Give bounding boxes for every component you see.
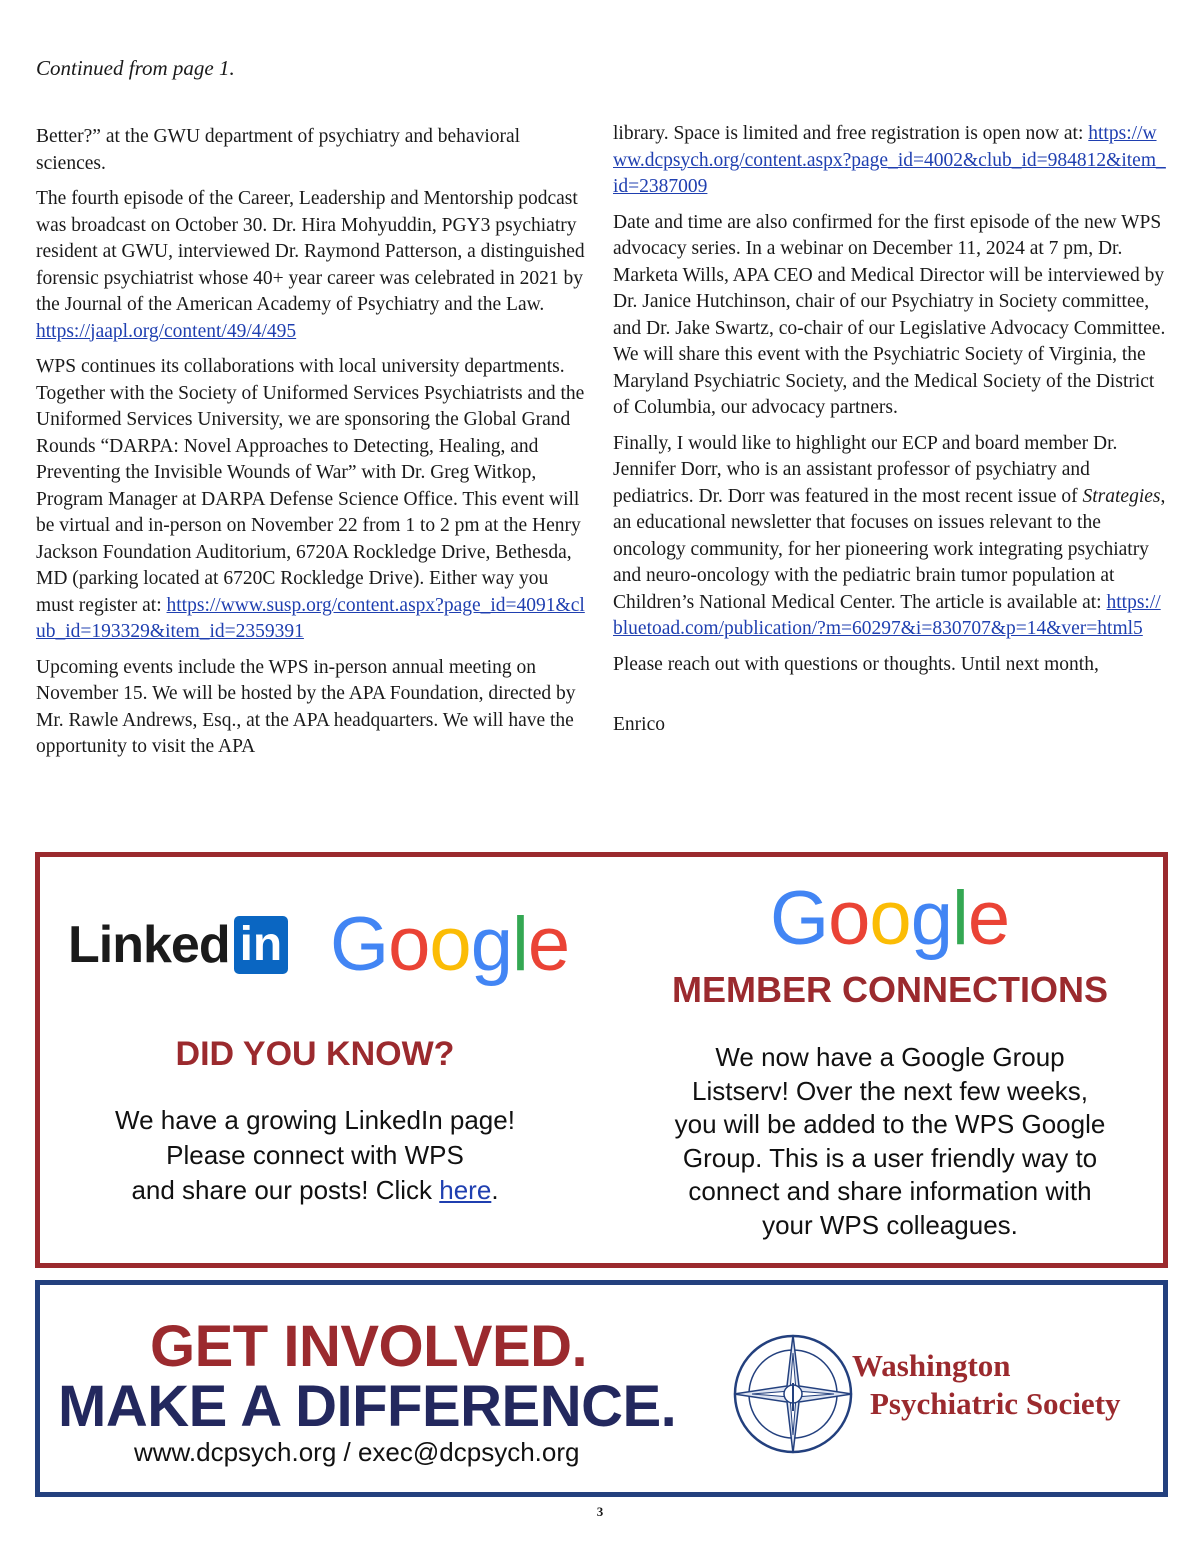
wps-seal-icon xyxy=(730,1331,856,1457)
publication-title: Strategies xyxy=(1082,485,1161,507)
dcpsych-registration-link[interactable]: https://www.dcpsych.org/content.aspx?page_id=4002&club_id=984812&item_id=2387009 xyxy=(613,123,1166,197)
susp-registration-link[interactable]: https://www.susp.org/content.aspx?page_id=4091&club_id=193329&item_id=2359391 xyxy=(36,594,585,642)
member-connections-text: We now have a Google Group Listserv! Over the next few weeks, you will be added to the WPS Google Group. This is a user friendly way to connect and share information with your WPS colleagues. xyxy=(674,1042,1106,1240)
bluetoad-article-link[interactable]: https://bluetoad.com/publication/?m=60297&i=830707&p=14&ver=html5 xyxy=(613,591,1161,639)
paragraph: Upcoming events include the WPS in-person annual meeting on November 15. We will be hosted by the APA Foundation, directed by Mr. Rawle Andrews, Esq., at the APA headquarters. We will have the opportunity to visit the APA xyxy=(36,656,576,757)
page-number: 3 xyxy=(596,1504,604,1519)
did-you-know-text: We have a growing LinkedIn page! Please connect with WPS and share our posts! Click here. xyxy=(115,1105,515,1205)
paragraph: WPS continues its collaborations with local university departments. Together with the Society of Uniformed Services Psychiatrists and the Uniformed Services University, we are sponsoring the Global Grand Rounds “DARPA: Novel Approaches to Detecting, Healing, and Preventing the Invisible Wounds of War” with Dr. Greg Witkop, Program Manager at DARPA Defense Science Office. This event will be virtual and in-person on November 22 from 1 to 2 pm at the Henry Jackson Foundation Auditorium, 6720A Rockledge Drive, Bethesda, MD (parking located at 6720C Rockledge Drive). Either way you must register at: https://www.susp.org/content.aspx?page_id=4091&club_id=193329&item_id=2359391 xyxy=(36,356,585,642)
google-logo-icon: Google xyxy=(330,902,570,987)
linkedin-logo-icon: Linked in xyxy=(68,915,288,975)
paragraph: Finally, I would like to highlight our ECP and board member Dr. Jennifer Dorr, who is an assistant professor of psychiatry and pediatrics. Dr. Dorr was featured in the most recent issue of Strategies, an educational newsletter that focuses on issues relevant to the oncology community, for her pioneering work integrating psychiatry and neuro-oncology with the pediatric brain tumor population at Children’s National Medical Center. The article is available at: https://bluetoad.com/publication/?m=60297&i=830707&p=14&ver=html5 xyxy=(613,432,1166,639)
paragraph: Date and time are also confirmed for the first episode of the new WPS advocacy series. In a webinar on December 11, 2024 at 7 pm, Dr. Marketa Wills, APA CEO and Medical Director will be interviewed by Dr. Janice Hutchinson, chair of our Psychiatry in Society committee, and Dr. Jake Swartz, co-chair of our Legislative Advocacy Committee. We will share this event with the Psychiatric Society of Virginia, the Maryland Psychiatric Society, and the Medical Society of the District of Columbia, our advocacy partners. xyxy=(613,211,1166,418)
left-column xyxy=(36,124,588,770)
wps-org-name: Washington Psychiatric Society xyxy=(852,1348,1121,1421)
right-column xyxy=(613,121,1169,748)
get-involved-box xyxy=(35,1280,1168,1497)
did-you-know-heading: DID YOU KNOW? xyxy=(175,1035,455,1073)
promo-box xyxy=(35,852,1168,1268)
linkedin-here-link[interactable]: here xyxy=(439,1175,492,1205)
continued-note: Continued from page 1. xyxy=(36,56,235,80)
get-involved-heading: GET INVOLVED. xyxy=(150,1314,588,1379)
google-logo-icon: Google xyxy=(770,876,1010,961)
paragraph: library. Space is limited and free registration is open now at: https://www.dcpsych.org/content.aspx?page_id=4002&club_id=984812&item_id=2387009 xyxy=(613,123,1166,197)
signoff: Enrico xyxy=(613,714,665,735)
make-a-difference-heading: MAKE A DIFFERENCE. xyxy=(58,1374,677,1439)
paragraph: Better?” at the GWU department of psychiatry and behavioral sciences. xyxy=(36,126,521,174)
paragraph: The fourth episode of the Career, Leadership and Mentorship podcast was broadcast on October 30. Dr. Hira Mohyuddin, PGY3 psychiatry resident at GWU, interviewed Dr. Raymond Patterson, a distinguished forensic psychiatrist whose 40+ year career was celebrated in 2021 by the Journal of the American Academy of Psychiatry and the Law. https://jaapl.org/content/49/4/495 xyxy=(36,188,585,342)
contact-line: www.dcpsych.org / exec@dcpsych.org xyxy=(134,1437,580,1467)
paragraph: Please reach out with questions or thoughts. Until next month, xyxy=(613,653,1099,675)
member-connections-heading: MEMBER CONNECTIONS xyxy=(671,969,1108,1010)
jaapl-link[interactable]: https://jaapl.org/content/49/4/495 xyxy=(36,320,297,342)
